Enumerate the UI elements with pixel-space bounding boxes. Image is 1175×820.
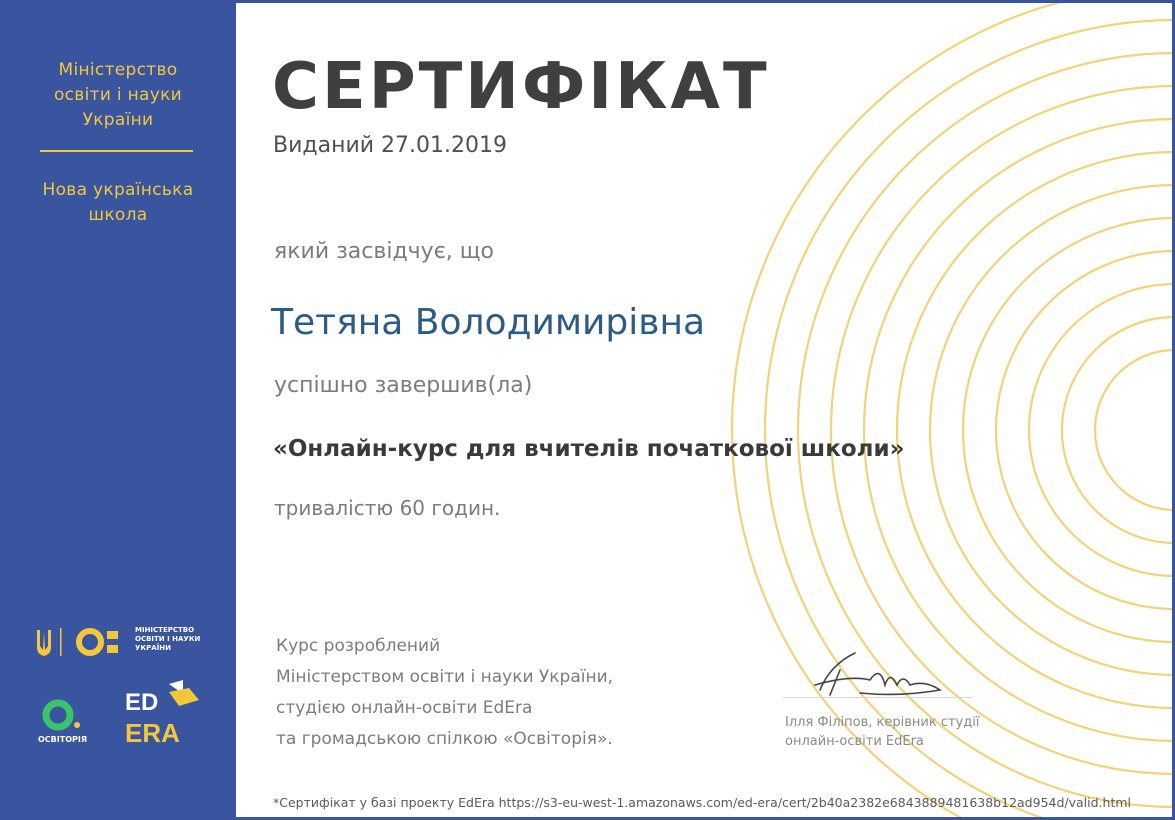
edera-bottom-text: ERA [125, 718, 180, 746]
ministry-logo-text [135, 626, 200, 653]
nus-line-2: школа [88, 205, 148, 225]
course-credits [276, 631, 613, 755]
signatory-line-1: Ілля Філіпов, керівник студії [785, 715, 980, 730]
mes-logo-line-2: ОСВІТИ І НАУКИ [135, 635, 201, 643]
credits-line-2: Міністерством освіти і науки України, [276, 667, 614, 687]
ministry-logo [33, 624, 133, 660]
signatory-line-2: онлайн-освіти EdEra [785, 734, 924, 749]
signature-line [783, 697, 973, 698]
handwritten-signature [800, 645, 950, 705]
credits-line-4: та громадською спілкою «Освіторія». [276, 729, 613, 749]
recipient-name: Тетяна Володимирівна [271, 302, 706, 343]
issue-date: Виданий 27.01.2019 [273, 133, 508, 158]
osvitoria-logo [38, 697, 98, 737]
trident-icon [37, 630, 51, 656]
verification-footer: *Сертифікат у базі проекту EdEra https://s3-eu-west-1.amazonaws.com/ed-era/cert/2b40a2382e6843889481638b12ad954d/valid.html [273, 795, 1132, 810]
ministry-line-3: України [82, 110, 154, 130]
certifies-text: який засвідчує, що [274, 239, 494, 264]
duration-text: тривалістю 60 годин. [274, 496, 501, 520]
ministry-name [0, 58, 236, 133]
nus-line-1: Нова українська [42, 180, 194, 200]
edera-logo [123, 680, 203, 746]
mes-logo-line-1: МІНІСТЕРСТВО [135, 626, 195, 634]
signatory-caption [785, 713, 979, 751]
completed-text: успішно завершив(ла) [274, 373, 533, 398]
sidebar [0, 0, 236, 820]
course-title: «Онлайн-курс для вчителів початкової школи» [273, 436, 905, 462]
certificate-title: СЕРТИФІКАТ [272, 50, 770, 124]
edera-top-text: ED [125, 689, 159, 716]
new-ukrainian-school [0, 178, 236, 228]
ministry-line-2: освіти і науки [53, 85, 183, 105]
sidebar-divider [40, 150, 193, 152]
osvitoria-label: ОСВІТОРІЯ [38, 735, 88, 744]
credits-line-1: Курс розроблений [276, 636, 441, 656]
credits-line-3: студією онлайн-освіти EdEra [276, 698, 533, 718]
mes-logo-line-3: УКРАЇНИ [135, 644, 171, 652]
ministry-line-1: Міністерство [58, 60, 178, 80]
